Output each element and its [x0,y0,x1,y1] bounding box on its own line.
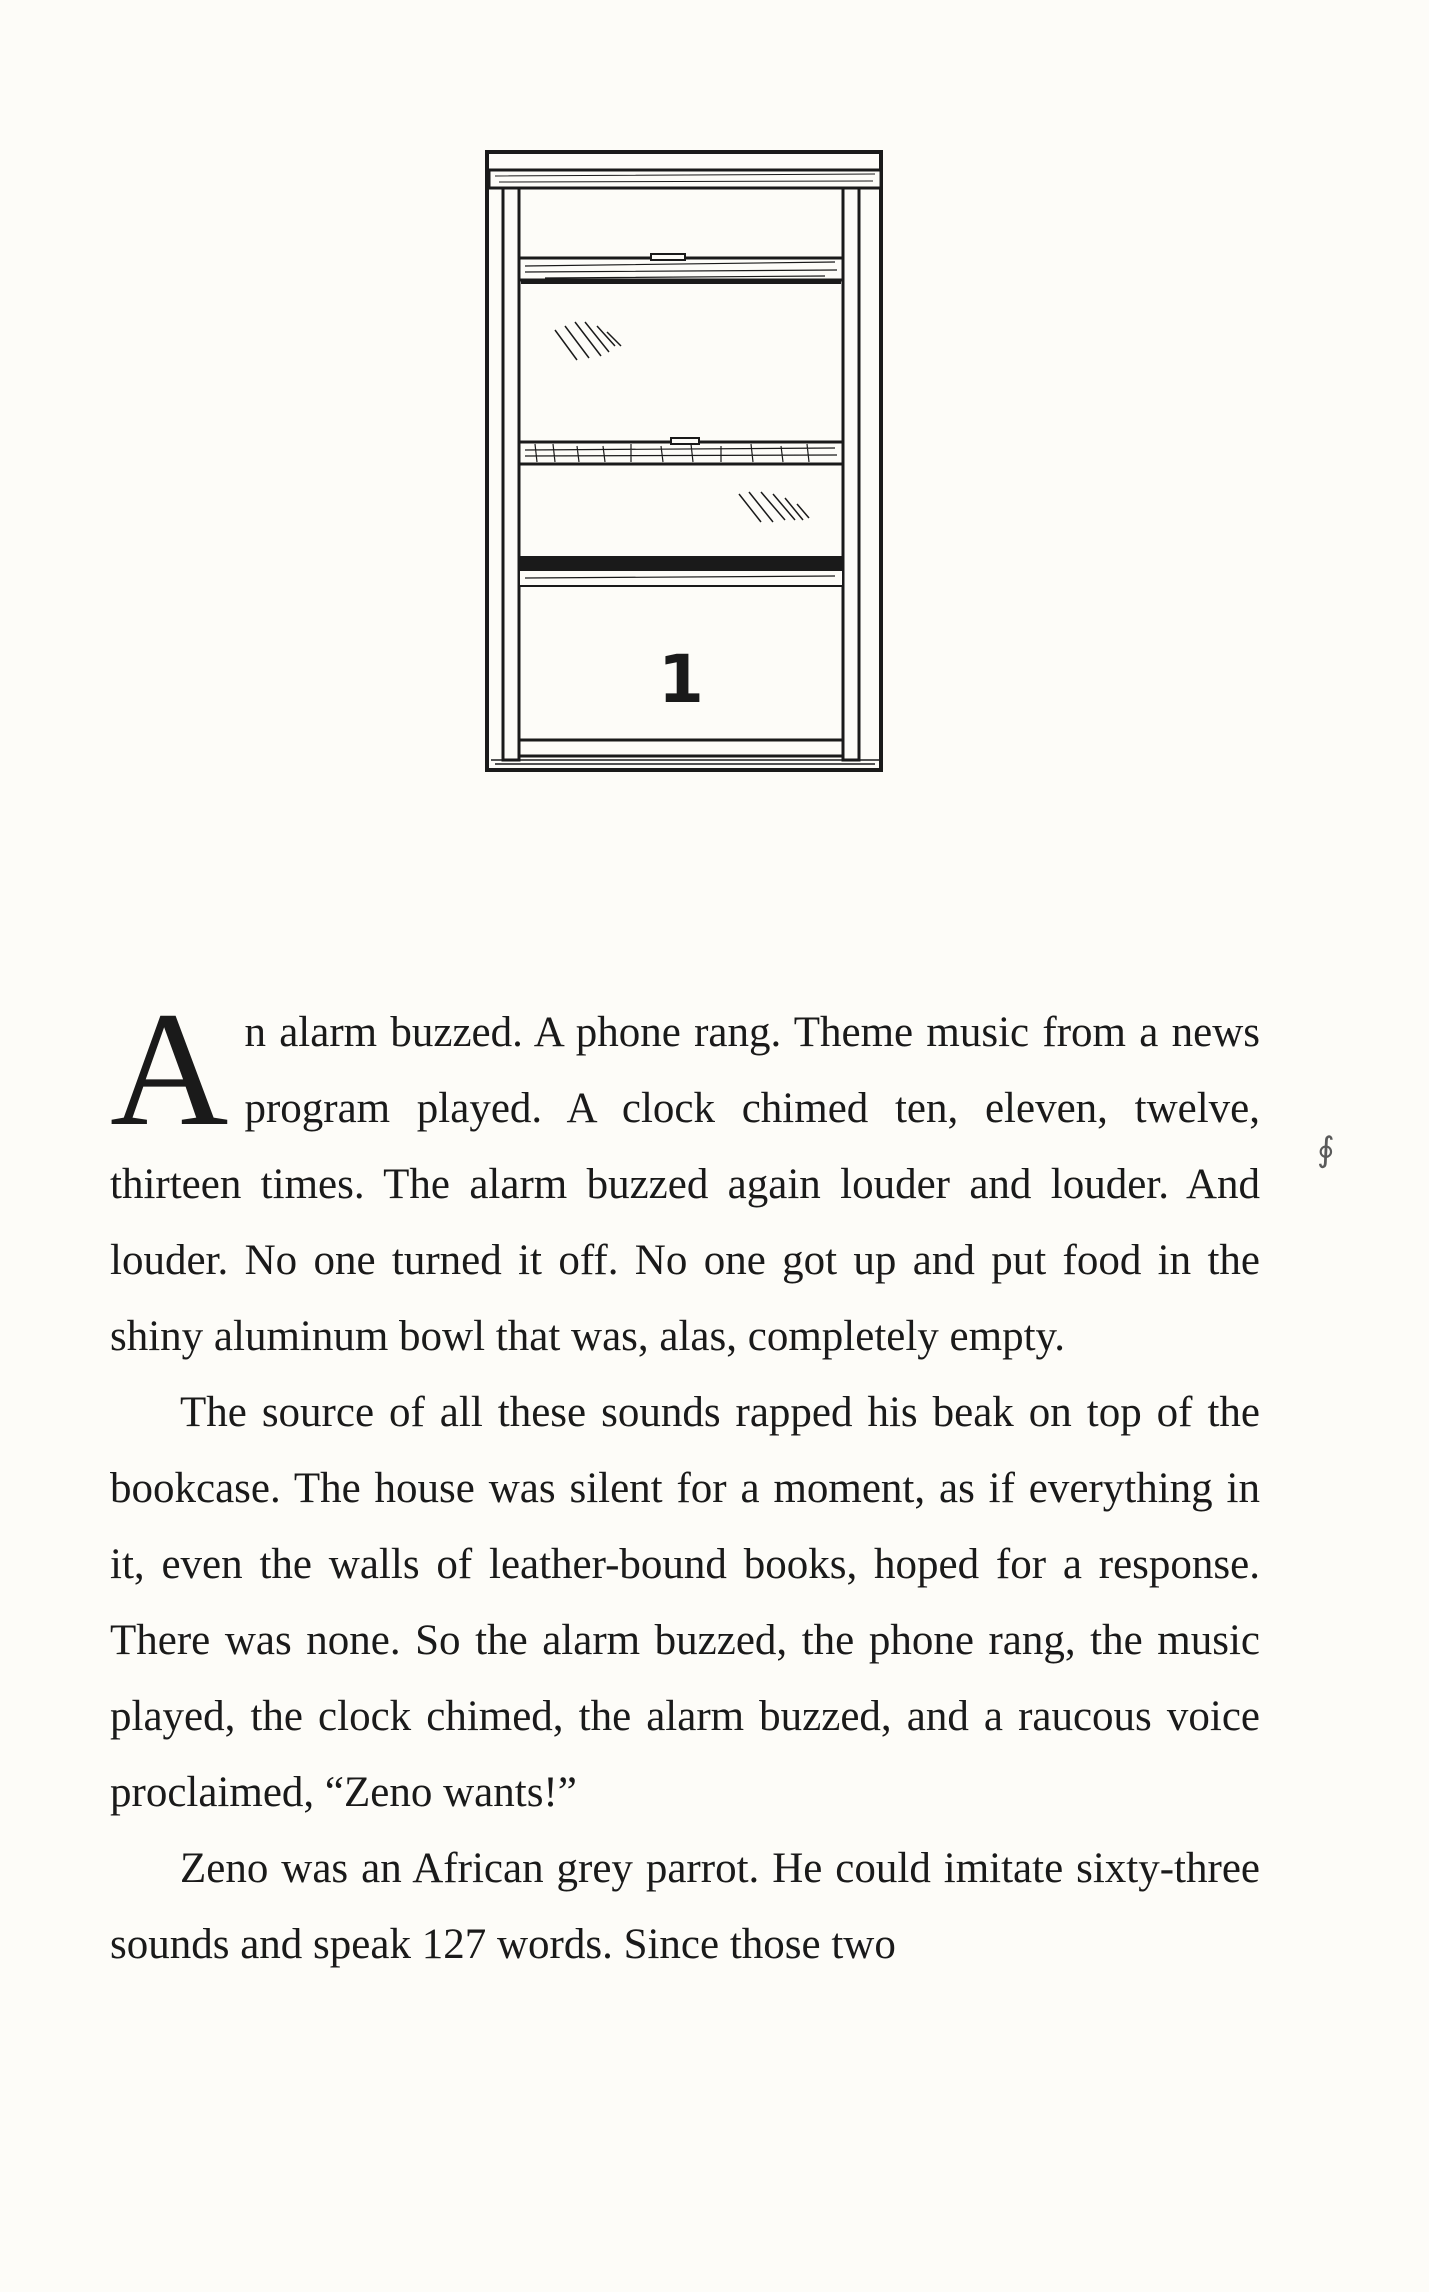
drop-cap: A [110,979,229,1160]
paragraph-1 [110,979,1260,1375]
bottom-base [491,740,879,764]
chapter-body [110,979,1260,1983]
right-side-panel [843,188,859,760]
top-board [489,170,881,188]
bookcase-illustration [485,150,885,775]
shelf-3 [519,556,843,586]
paragraph-2: The source of all these sounds rapped his beak on top of the bookcase. The house was silent for a moment, as if everything in it, even the walls of leather-bound books, hoped for a response. There was none. So the alarm buzzed, the phone rang, the music played, the clock chimed, the alarm buzzed, and a raucous voice proclaimed, “Zeno wants!” [110,1389,1260,1816]
shelf-2 [519,438,843,464]
shelf-1 [519,254,843,280]
glass-panel-lower [739,492,809,522]
glass-panel-upper [521,280,841,360]
left-side-panel [503,188,519,760]
chapter-number: 1 [658,641,704,718]
paragraph-1-text: n alarm buzzed. A phone rang. Theme music from a news program played. A clock chimed ten, eleven, twelve, thirteen times. The alarm buzzed again louder and louder. And louder. No one turned it off. No one got up and put food in the shiny aluminum bowl that was, alas, completely empty. [110,1009,1260,1360]
paragraph-3: Zeno was an African grey parrot. He could imitate sixty-three sounds and speak 127 words. Since those two [110,1845,1260,1968]
margin-mark: ∮ [1317,1132,1335,1169]
